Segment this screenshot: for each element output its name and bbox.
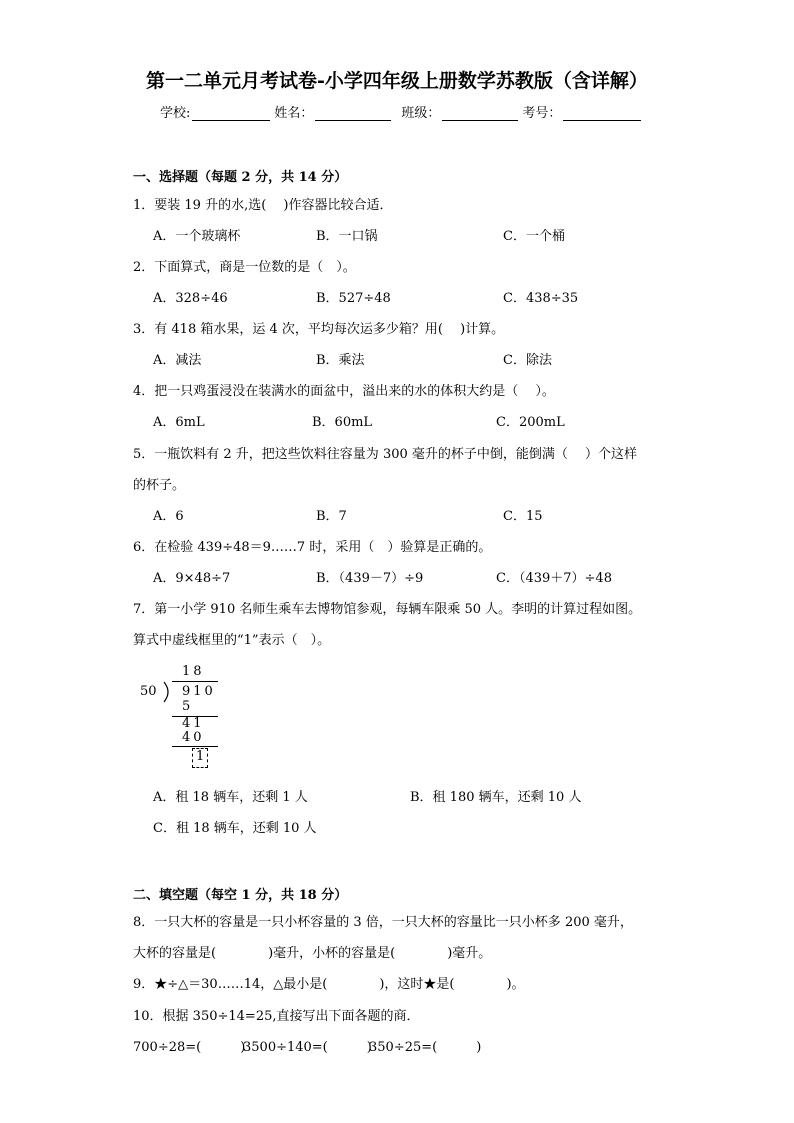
division-bar — [172, 681, 218, 682]
question-text: 5．一瓶饮料有 2 升，把这些饮料往容量为 300 毫升的杯子中倒，能倒满（ ）个这样 — [133, 447, 638, 462]
option-b: B．60mL — [312, 415, 373, 430]
option-c: C．15 — [503, 509, 543, 524]
question-text: 6．在检验 439÷48＝9……7 时，采用（ ）验算是正确的。 — [133, 540, 492, 555]
option-c: C．200mL — [496, 415, 565, 430]
option-b: B．一口锅 — [316, 229, 378, 244]
option-a: A．减法 — [153, 353, 202, 368]
name-label: 姓名： — [274, 106, 314, 121]
question-text: 7．第一小学 910 名师生乘车去博物馆参观，每辆车限乘 50 人。李明的计算过程如图。 — [133, 602, 642, 617]
step-remainder-1: 41 — [182, 716, 205, 731]
division-bracket-icon — [162, 680, 174, 704]
question-text: 10．根据 350÷14=25,直接写出下面各题的商． — [133, 1009, 420, 1024]
page-title: 第一二单元月考试卷-小学四年级上册数学苏教版（含详解） — [146, 70, 648, 92]
division-line — [172, 746, 218, 747]
question-text: 4．把一只鸡蛋浸没在装满水的面盆中，溢出来的水的体积大约是（ ）。 — [133, 384, 555, 399]
question-text: 9．★÷△＝30……14，△最小是( )，这时★是( )。 — [133, 977, 525, 992]
student-info-line — [160, 102, 645, 121]
section-heading: 一、选择题（每题 2 分，共 14 分） — [133, 170, 348, 185]
option-c: C．除法 — [503, 353, 552, 368]
step-subtract-2: 40 — [182, 730, 205, 745]
fill-item: 350÷25=( ) — [369, 1040, 482, 1055]
fill-item: 3500÷140=( ) — [243, 1040, 372, 1055]
question-text: 8．一只大杯的容量是一只小杯容量的 3 倍，一只大杯的容量比一只小杯多 200 毫升， — [133, 915, 633, 930]
section-heading: 二、填空题（每空 1 分，共 18 分） — [133, 888, 348, 903]
question-text-continued: 大杯的容量是( )毫升，小杯的容量是( )毫升。 — [133, 946, 492, 961]
id-blank[interactable] — [563, 106, 641, 121]
option-c: C．（439＋7）÷48 — [496, 571, 612, 586]
option-b: B．7 — [316, 509, 347, 524]
divisor: 50 — [140, 684, 157, 699]
question-text: 1．要装 19 升的水,选( )作容器比较合适． — [133, 198, 393, 213]
dividend: 910 — [182, 684, 216, 699]
class-label: 班级： — [401, 106, 441, 121]
option-a: A．6mL — [153, 415, 205, 430]
final-remainder: 1 — [196, 749, 205, 764]
long-division-figure — [140, 660, 240, 770]
class-blank[interactable] — [442, 106, 518, 121]
question-text-continued: 的杯子。 — [133, 478, 186, 493]
option-b: B．租 180 辆车，还剩 10 人 — [410, 790, 582, 805]
step-subtract-1: 5 — [182, 699, 191, 714]
option-a: A．328÷46 — [153, 291, 228, 306]
name-blank[interactable] — [315, 106, 391, 121]
option-a: A．6 — [153, 509, 184, 524]
question-text: 2．下面算式，商是一位数的是（ ）。 — [133, 260, 356, 275]
option-a: A．一个玻璃杯 — [153, 229, 241, 244]
option-b: B．乘法 — [316, 353, 365, 368]
school-blank[interactable] — [192, 106, 270, 121]
question-text-continued: 算式中虚线框里的“1”表示（ ）。 — [133, 633, 331, 648]
option-b: B．527÷48 — [316, 291, 391, 306]
fill-item: 700÷28=( ) — [133, 1040, 246, 1055]
option-a: A．租 18 辆车，还剩 1 人 — [153, 790, 308, 805]
option-a: A．9×48÷7 — [153, 571, 231, 586]
id-label: 考号： — [522, 106, 562, 121]
option-c: C．一个桶 — [503, 229, 565, 244]
option-c: C．438÷35 — [503, 291, 579, 306]
question-text: 3．有 418 箱水果，运 4 次，平均每次运多少箱？用( )计算。 — [133, 322, 505, 337]
option-c: C．租 18 辆车，还剩 10 人 — [153, 821, 317, 836]
school-label: 学校: — [160, 106, 191, 121]
quotient: 18 — [182, 664, 205, 679]
option-b: B．（439－7）÷9 — [316, 571, 424, 586]
